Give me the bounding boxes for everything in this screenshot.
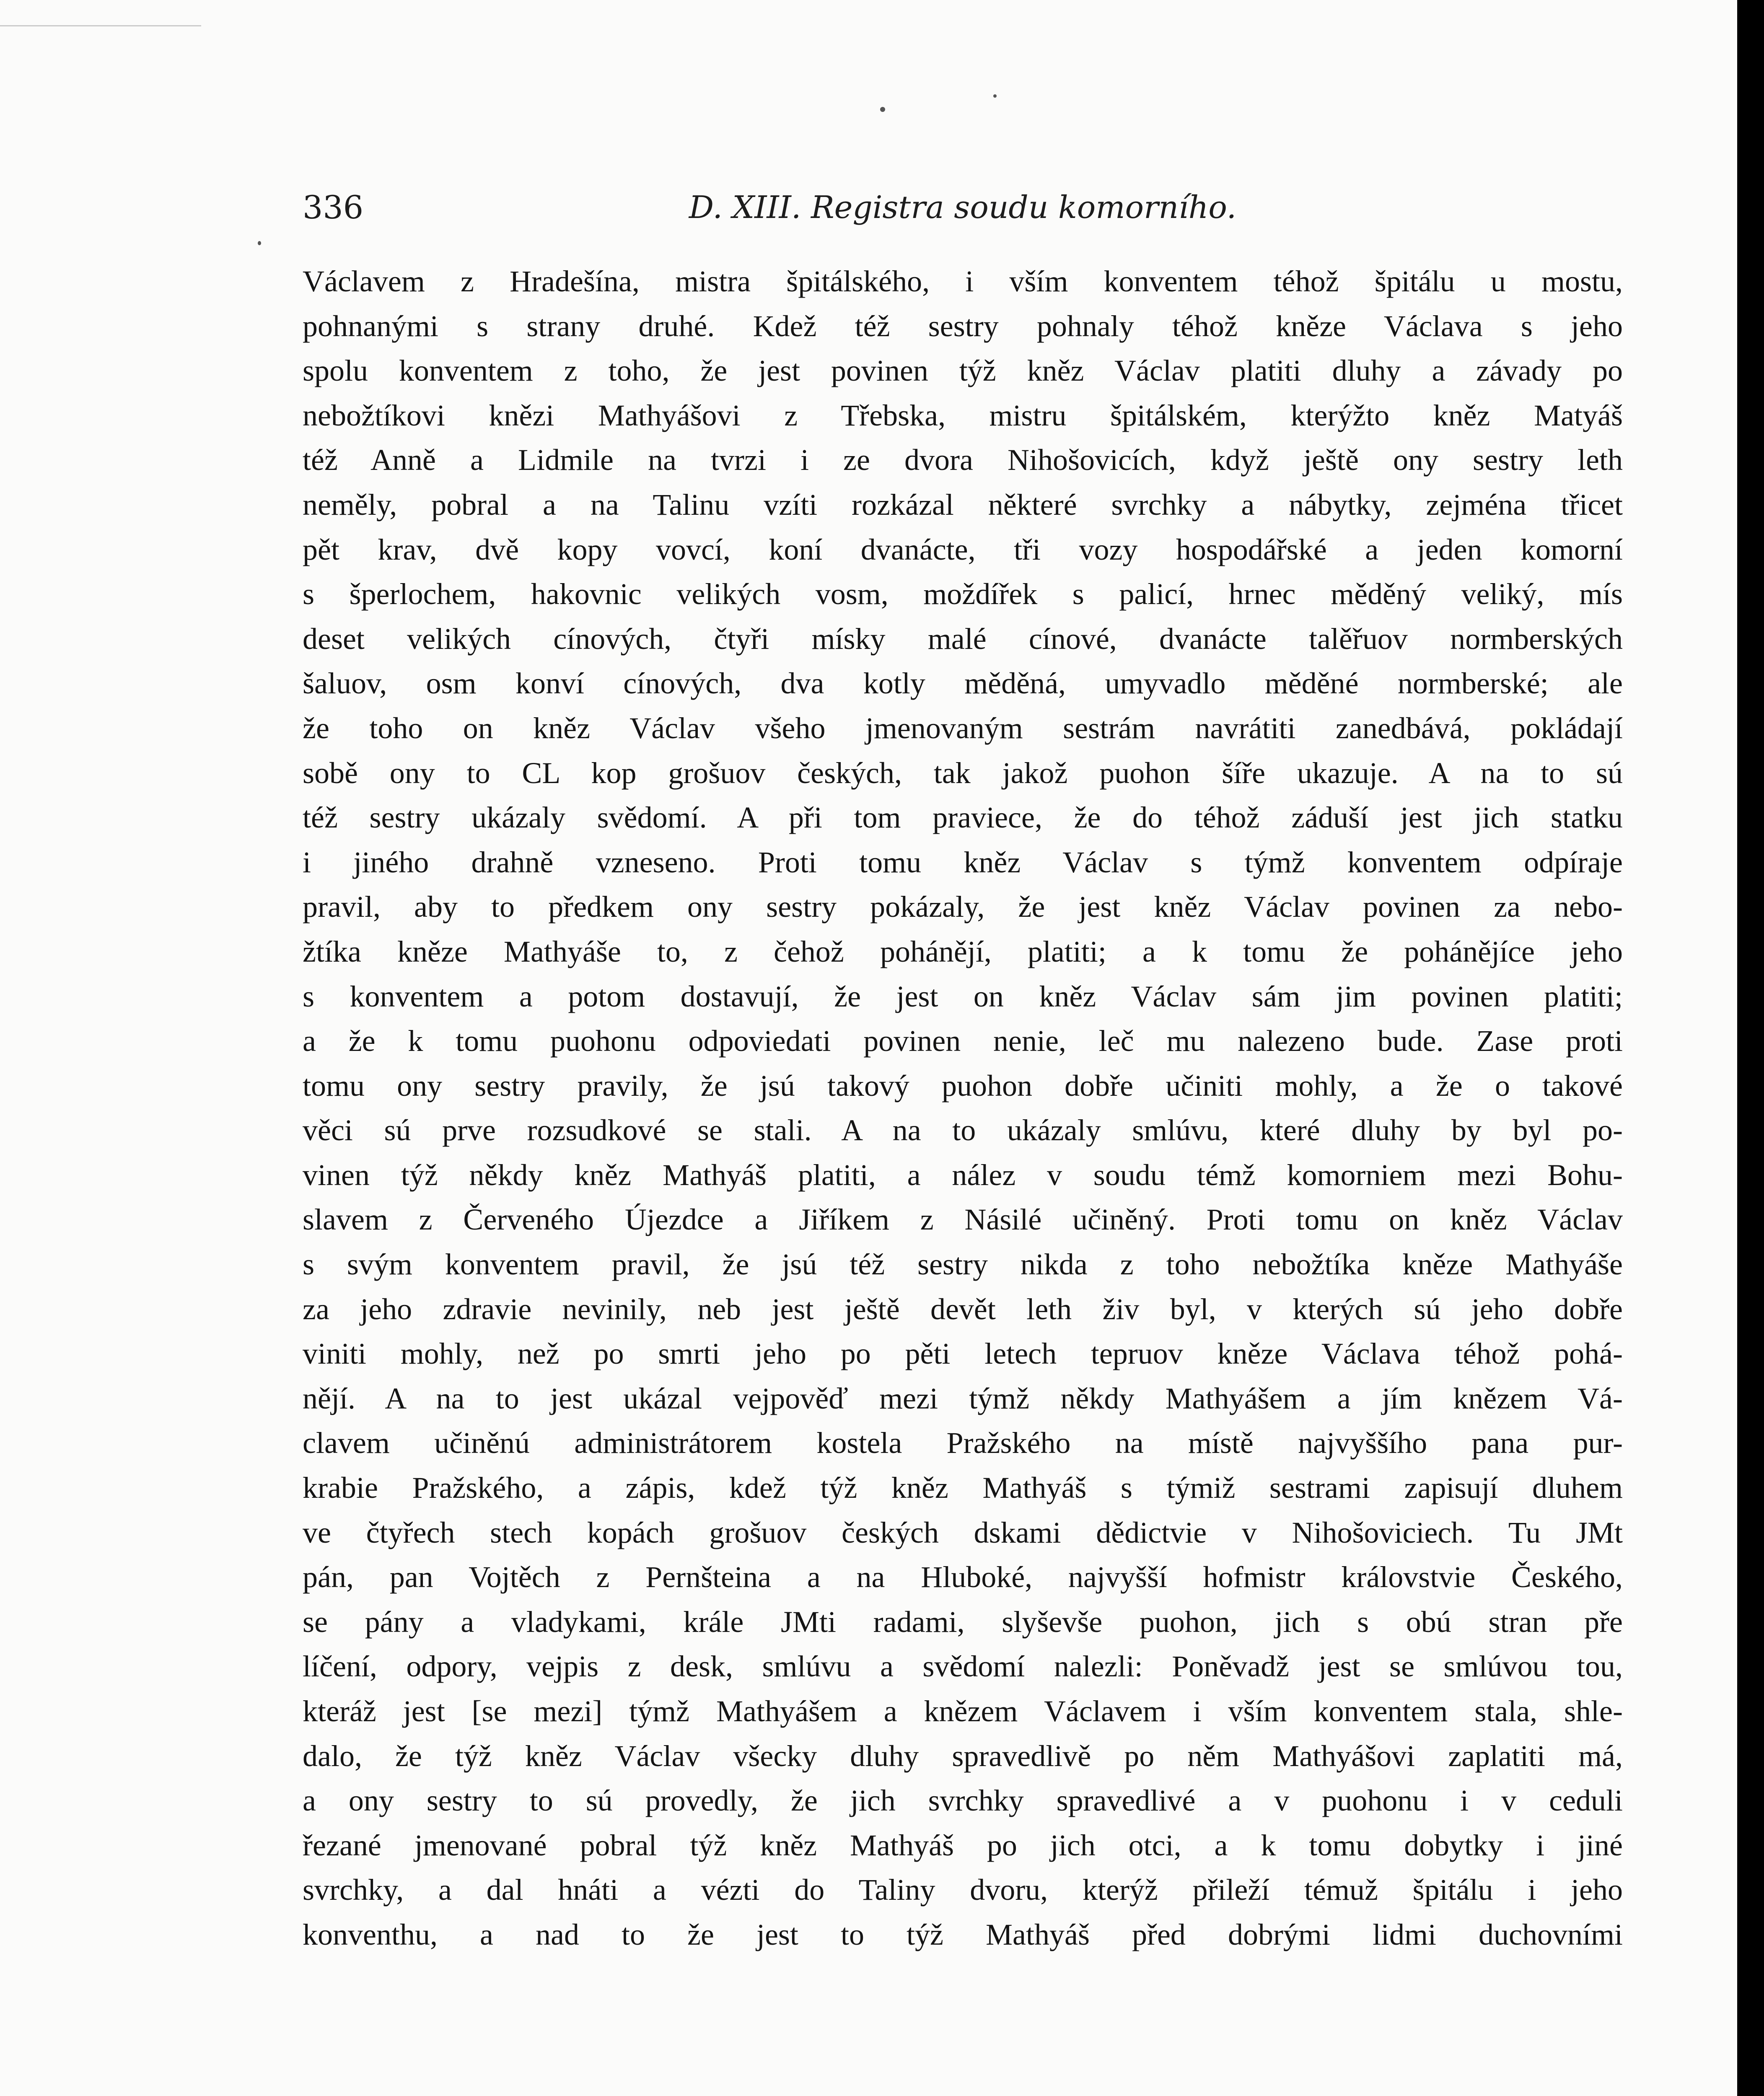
- text-line: ve čtyřech stech kopách grošuov českých dskami dědictvie v Nihošoviciech. Tu JMt: [303, 1515, 1623, 1549]
- page-number: 336: [303, 189, 364, 226]
- text-line: kteráž jest [se mezi] týmž Mathyášem a knězem Václavem i vším konventem stala, shle-: [303, 1694, 1623, 1728]
- scan-corner-mark: [0, 0, 201, 26]
- running-title: D. XIII. Registra soudu komorního.: [689, 189, 1237, 226]
- text-line: vinen týž někdy kněz Mathyáš platiti, a nález v soudu témž komorniem mezi Bohu-: [303, 1158, 1623, 1192]
- text-line: tomu ony sestry pravily, že jsú takový puohon dobře učiniti mohly, a že o takové: [303, 1069, 1623, 1102]
- text-line: konventhu, a nad to že jest to týž Mathyáš před dobrými lidmi duchovními: [303, 1917, 1623, 1951]
- text-line: líčení, odpory, vejpis z desk, smlúvu a svědomí nalezli: Poněvadž jest se smlúvou tou,: [303, 1650, 1623, 1684]
- text-line: s šperlochem, hakovnic velikých vosm, moždířek s palicí, hrnec měděný veliký, mís: [303, 577, 1623, 611]
- text-line: pět krav, dvě kopy vovcí, koní dvanácte, tři vozy hospodářské a jeden komorní: [303, 532, 1623, 566]
- text-line: se pány a vladykami, krále JMti radami, slyševše puohon, jich s obú stran pře: [303, 1605, 1623, 1639]
- text-line: pravil, aby to předkem ony sestry pokázaly, že jest kněz Václav povinen za nebo-: [303, 890, 1623, 924]
- text-line: a ony sestry to sú provedly, že jich svrchky spravedlivé a v puohonu i v ceduli: [303, 1784, 1623, 1818]
- text-line: pohnanými s strany druhé. Kdež též sestry pohnaly téhož kněze Václava s jeho: [303, 309, 1623, 343]
- body-text: [303, 259, 1623, 1957]
- dust-speck: [880, 107, 885, 112]
- scan-border-right: [1737, 0, 1764, 2096]
- text-line: viniti mohly, než po smrti jeho po pěti letech tepruov kněze Václava téhož pohá-: [303, 1337, 1623, 1371]
- text-line: žtíka kněze Mathyáše to, z čehož pohánějí, platiti; a k tomu že pohánějíce jeho: [303, 934, 1623, 968]
- dust-speck: [993, 94, 997, 98]
- text-line: nebožtíkovi knězi Mathyášovi z Třebska, mistru špitálském, kterýžto kněz Matyáš: [303, 398, 1623, 432]
- text-line: s svým konventem pravil, že jsú též sestry nikda z toho nebožtíka kněze Mathyáše: [303, 1248, 1623, 1281]
- text-line: též sestry ukázaly svědomí. A při tom praviece, že do téhož záduší jest jich statku: [303, 801, 1623, 835]
- text-line: clavem učiněnú administrátorem kostela Pražského na místě najvyššího pana pur-: [303, 1426, 1623, 1460]
- text-line: neměly, pobral a na Talinu vzíti rozkázal některé svrchky a nábytky, zejména třicet: [303, 488, 1623, 521]
- text-line: pán, pan Vojtěch z Pernšteina a na Hluboké, najvyšší hofmistr královstvie Českého,: [303, 1560, 1623, 1594]
- text-line: s konventem a potom dostavují, že jest on kněz Václav sám jim povinen platiti;: [303, 979, 1623, 1013]
- text-line: též Anně a Lidmile na tvrzi i ze dvora Nihošovicích, když ještě ony sestry leth: [303, 443, 1623, 477]
- text-line: slavem z Červeného Újezdce a Jiříkem z Násilé učiněný. Proti tomu on kněz Václav: [303, 1203, 1623, 1237]
- text-line: sobě ony to CL kop grošuov českých, tak jakož puohon šíře ukazuje. A na to sú: [303, 756, 1623, 790]
- text-line: nějí. A na to jest ukázal vejpověď mezi týmž někdy Mathyášem a jím knězem Vá-: [303, 1381, 1623, 1415]
- text-line: věci sú prve rozsudkové se stali. A na to ukázaly smlúvu, které dluhy by byl po-: [303, 1113, 1623, 1147]
- text-line: za jeho zdravie nevinily, neb jest ještě devět leth živ byl, v kterých sú jeho dobře: [303, 1292, 1623, 1326]
- text-line: řezané jmenované pobral týž kněz Mathyáš po jich otci, a k tomu dobytky i jiné: [303, 1828, 1623, 1862]
- text-line: spolu konventem z toho, že jest povinen týž kněz Václav platiti dluhy a závady po: [303, 354, 1623, 388]
- text-line: že toho on kněz Václav všeho jmenovaným sestrám navrátiti zanedbává, pokládají: [303, 711, 1623, 745]
- text-line: deset velikých cínových, čtyři mísky malé cínové, dvanácte talěřuov normberských: [303, 622, 1623, 656]
- text-line: svrchky, a dal hnáti a vézti do Taliny dvoru, kterýž přileží témuž špitálu i jeho: [303, 1873, 1623, 1907]
- running-header: [303, 184, 1623, 231]
- text-line: a že k tomu puohonu odpoviedati povinen nenie, leč mu nalezeno bude. Zase proti: [303, 1024, 1623, 1058]
- text-line: krabie Pražského, a zápis, kdež týž kněz Mathyáš s týmiž sestrami zapisují dluhem: [303, 1471, 1623, 1505]
- dust-speck: [258, 241, 261, 245]
- text-line: dalo, že týž kněz Václav všecky dluhy spravedlivě po něm Mathyášovi zaplatiti má,: [303, 1739, 1623, 1773]
- text-line: i jiného drahně vzneseno. Proti tomu kněz Václav s týmž konventem odpíraje: [303, 845, 1623, 879]
- text-line: šaluov, osm konví cínových, dva kotly měděná, umyvadlo měděné normberské; ale: [303, 667, 1623, 700]
- text-line: Václavem z Hradešína, mistra špitálského, i vším konventem téhož špitálu u mostu,: [303, 265, 1623, 298]
